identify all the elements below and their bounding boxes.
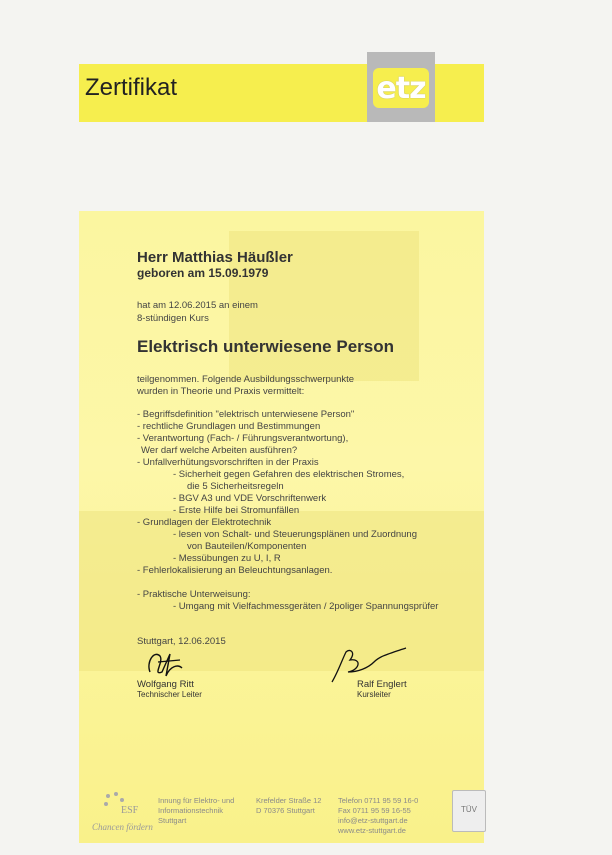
topic-item: - Sicherheit gegen Gefahren des elektrischen Stromes, (173, 469, 405, 480)
signatory-name: Wolfgang Ritt (137, 679, 194, 690)
topic-item: die 5 Sicherheitsregeln (187, 481, 284, 492)
recipient-name: Herr Matthias Häußler (137, 249, 293, 266)
topic-item: - Erste Hilfe bei Stromunfällen (173, 505, 300, 516)
topic-item: - Grundlagen der Elektrotechnik (137, 517, 272, 528)
tuv-seal (452, 790, 486, 832)
topic-item: - Verantwortung (Fach- / Führungsverantwortung), (137, 433, 349, 444)
place-date: Stuttgart, 12.06.2015 (137, 636, 226, 647)
topic-item: - Fehlerlokalisierung an Beleuchtungsanlagen. (137, 565, 333, 576)
footer-address: Krefelder Straße 12 D 70376 Stuttgart (256, 796, 322, 815)
signatory-role: Technischer Leiter (137, 690, 202, 699)
topic-item: - Unfallverhütungsvorschriften in der Praxis (137, 457, 319, 468)
esf-label: ESF (121, 805, 139, 816)
practical-heading: - Praktische Unterweisung: (137, 589, 251, 600)
course-intro-line-1: hat am 12.06.2015 an einem (137, 300, 258, 311)
tuv-label: TÜV (461, 805, 477, 814)
topic-item: von Bauteilen/Komponenten (187, 541, 307, 552)
topic-item: - Messübungen zu U, I, R (173, 553, 281, 564)
recipient-birthdate: geboren am 15.09.1979 (137, 266, 269, 280)
topic-item: Wer darf welche Arbeiten ausführen? (141, 445, 298, 456)
signatory-role: Kursleiter (357, 690, 391, 699)
participation-line-2: wurden in Theorie und Praxis vermittelt: (137, 386, 305, 397)
practical-item: - Umgang mit Vielfachmessgeräten / 2poliger Spannungsprüfer (173, 601, 439, 612)
topic-item: - Begriffsdefinition "elektrisch unterwiesene Person" (137, 409, 355, 420)
topic-item: - BGV A3 und VDE Vorschriftenwerk (173, 493, 327, 504)
topic-item: - lesen von Schalt- und Steuerungsplänen und Zuordnung (173, 529, 418, 540)
topic-item: - rechtliche Grundlagen und Bestimmungen (137, 421, 321, 432)
etz-logo-box (373, 68, 429, 108)
etz-logo-text: etz (376, 70, 426, 106)
signature-ritt (140, 642, 190, 682)
etz-logo (367, 52, 435, 122)
certificate-title: Zertifikat (85, 74, 178, 101)
participation-line-1: teilgenommen. Folgende Ausbildungsschwerpunkte (137, 374, 355, 385)
course-intro-line-2: 8-stündigen Kurs (137, 313, 209, 324)
course-title: Elektrisch unterwiesene Person (137, 337, 394, 356)
footer-org: Innung für Elektro- und Informationstechnik Stuttgart (158, 796, 235, 825)
footer-contact: Telefon 0711 95 59 16-0 Fax 0711 95 59 16-55 info@etz-stuttgart.de www.etz-stuttgart.de (338, 796, 419, 835)
esf-motto: Chancen fördern (92, 822, 153, 832)
signatory-name: Ralf Englert (357, 679, 407, 690)
